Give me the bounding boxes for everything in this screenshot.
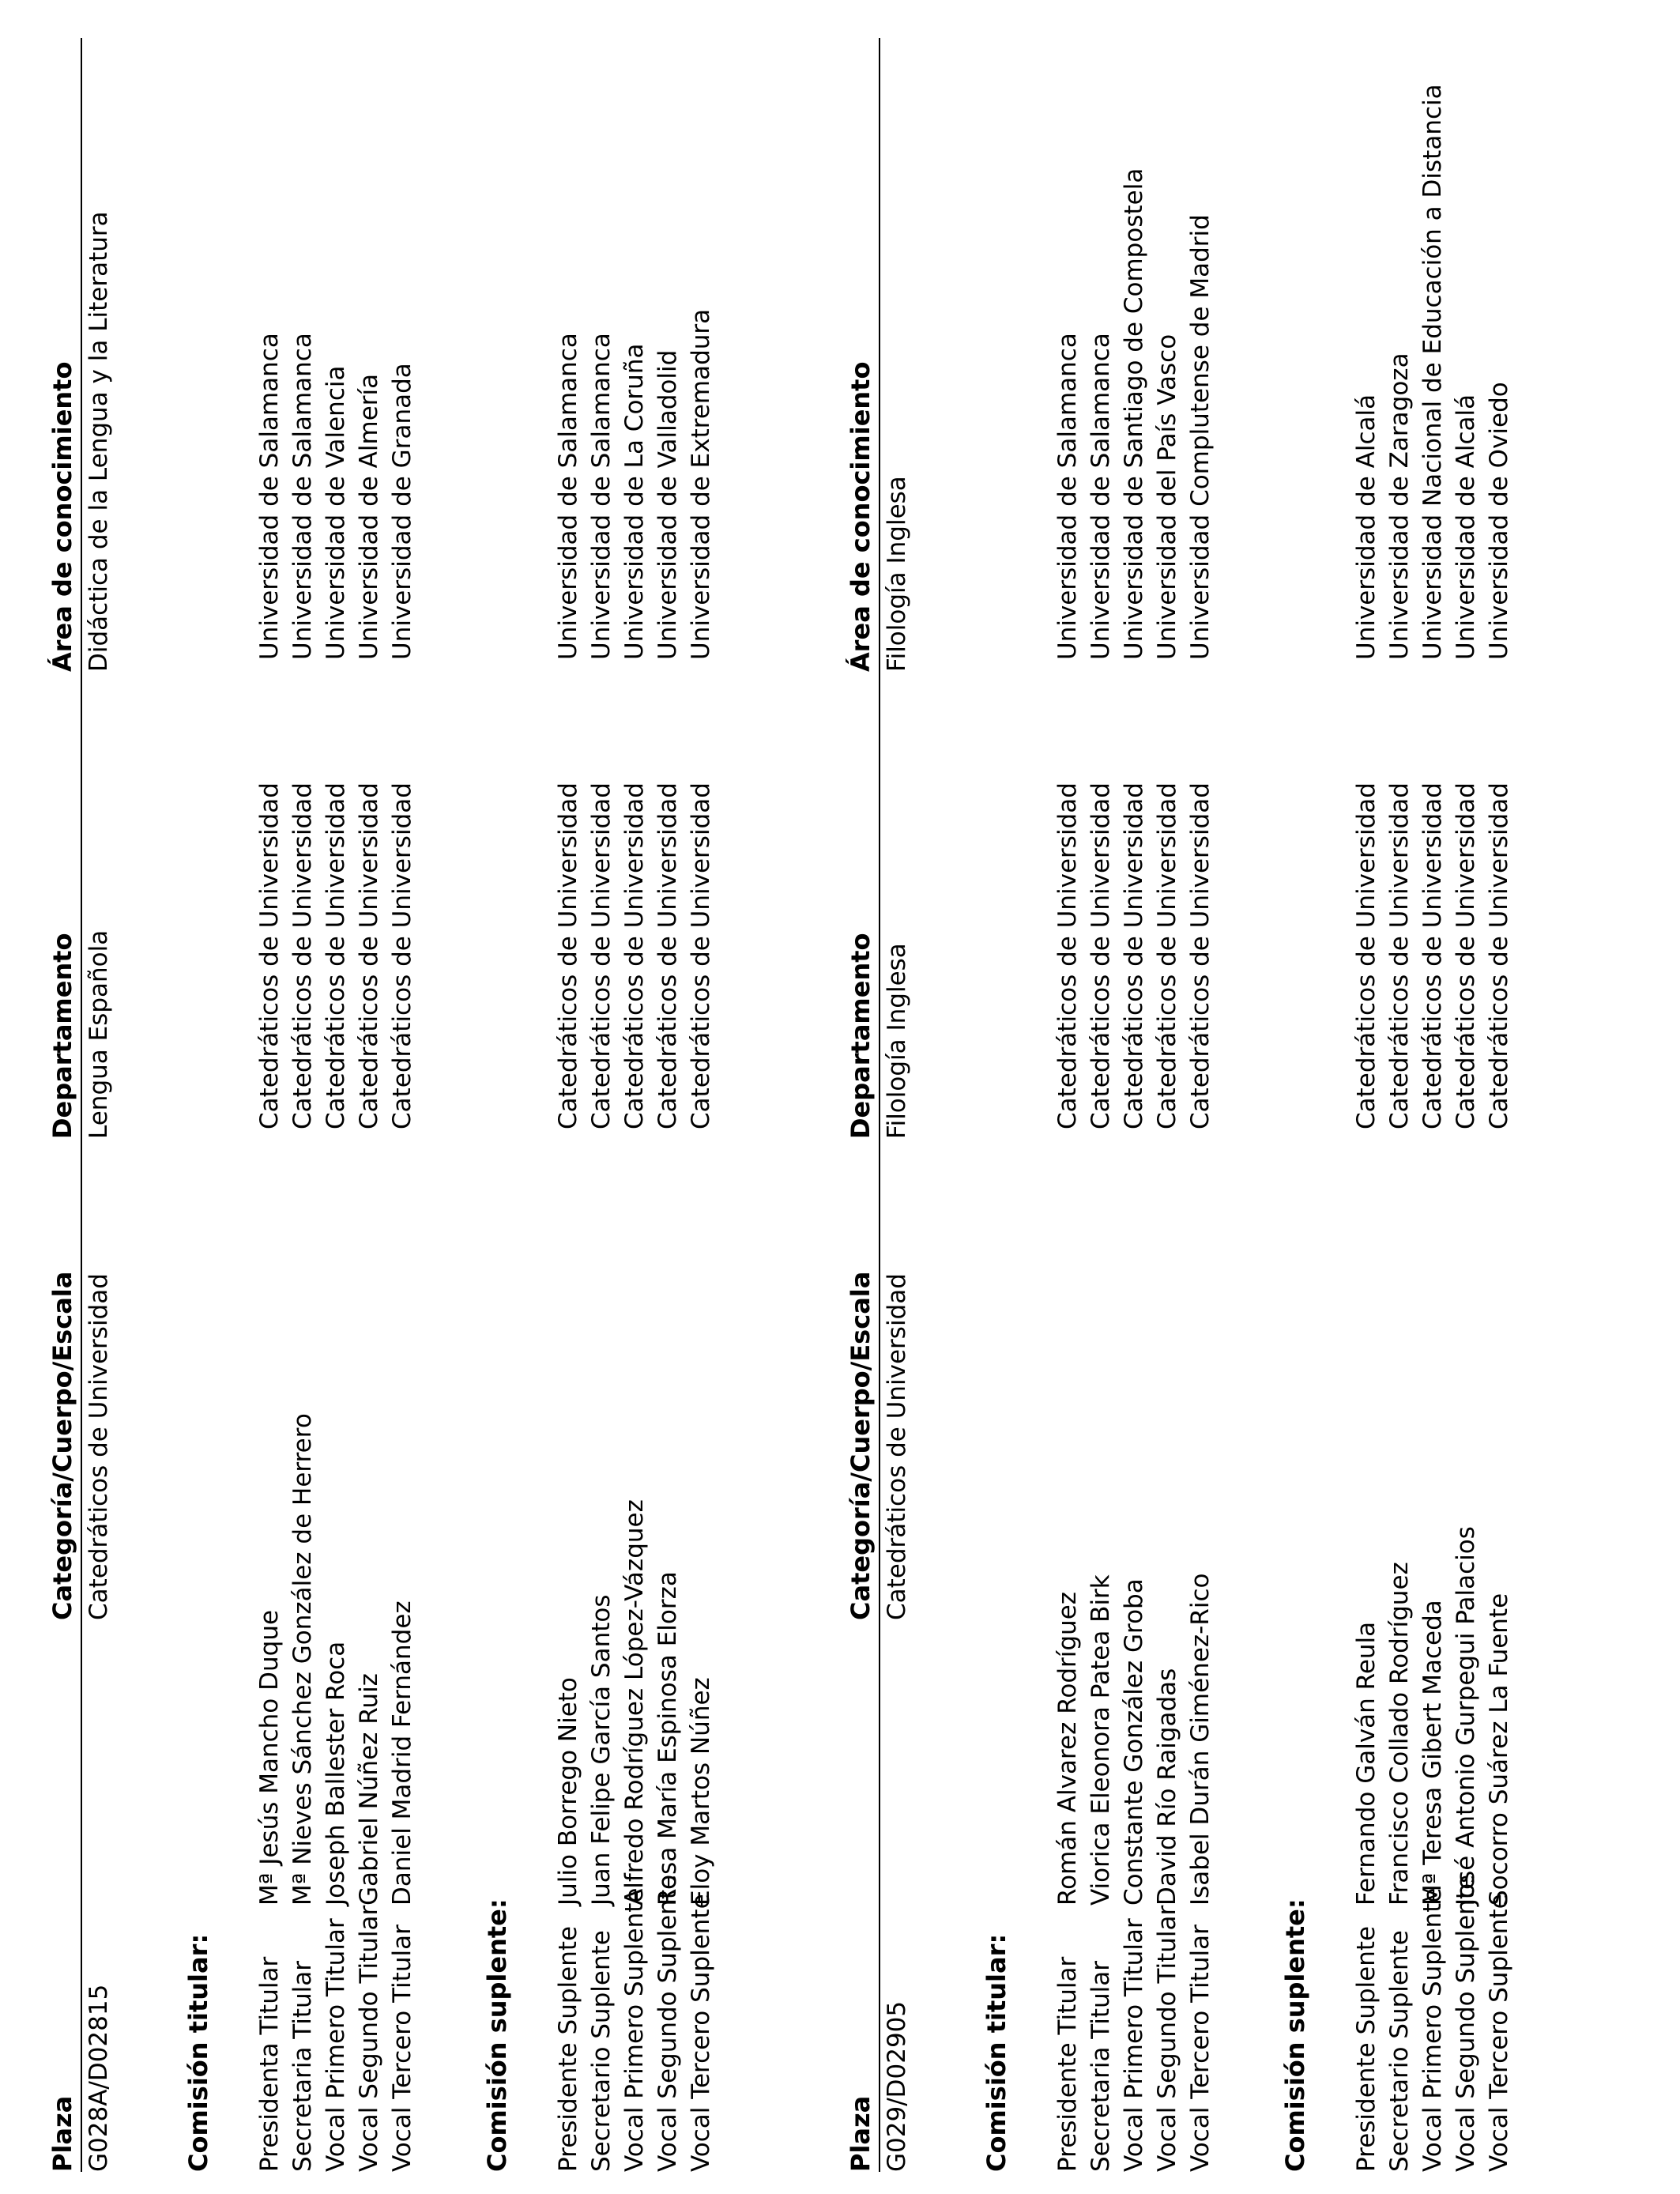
member-name: Viorica Eleonora Patea Birk [1087,1574,1115,1906]
member-name: Rosa María Espinosa Elorza [654,1571,682,1906]
member-role: Vocal Segundo Suplente [654,1874,682,2172]
member-university: Universidad de Salamanca [288,333,317,660]
member-role: Secretario Suplente [1385,1930,1414,2172]
member-university: Universidad Complutense de Madrid [1186,214,1215,660]
header-area: Área de conocimiento [47,361,77,672]
member-university: Universidad de Valencia [322,365,350,660]
member-category: Catedráticos de Universidad [1418,782,1447,1129]
plaza-code: G028A/D02815 [85,1984,113,2172]
member-name: Constante González Groba [1120,1578,1148,1906]
member-university: Universidad del País Vasco [1153,334,1181,660]
member-category: Catedráticos de Universidad [322,782,350,1129]
member-role: Presidente Titular [1053,1956,1082,2172]
member-role: Vocal Primero Titular [322,1918,350,2172]
member-category: Catedráticos de Universidad [1452,782,1480,1129]
member-role: Vocal Segundo Suplente [1452,1874,1480,2172]
member-category: Catedráticos de Universidad [1352,782,1381,1129]
member-name: Alfredo Rodríguez López-Vázquez [620,1499,649,1906]
header-area: Área de conocimiento [846,361,876,672]
section-title-titular: Comisión titular: [981,1933,1011,2172]
member-role: Vocal Tercero Titular [1186,1924,1215,2172]
member-name: Joseph Ballester Roca [322,1641,350,1906]
member-category: Catedráticos de Universidad [288,782,317,1129]
member-university: Universidad de Valladolid [654,349,682,660]
section-title-titular: Comisión titular: [183,1933,213,2172]
member-category: Catedráticos de Universidad [388,782,416,1129]
member-category: Catedráticos de Universidad [1385,782,1414,1129]
member-role: Vocal Primero Titular [1120,1918,1148,2172]
header-plaza: Plaza [846,2095,876,2172]
member-university: Universidad de Zaragoza [1385,352,1414,660]
member-role: Vocal Tercero Suplente [1485,1894,1513,2172]
member-university: Universidad de Santiago de Compostela [1120,168,1148,660]
member-category: Catedráticos de Universidad [1186,782,1215,1129]
member-name: Daniel Madrid Fernández [388,1600,416,1906]
member-name: José Antonio Gurpegui Palacios [1452,1526,1480,1906]
member-role: Vocal Primero Suplente [1418,1887,1447,2172]
member-name: Francisco Collado Rodríguez [1385,1562,1414,1906]
member-role: Vocal Tercero Suplente [687,1894,715,2172]
member-name: Eloy Martos Núñez [687,1677,715,1906]
member-role: Vocal Tercero Titular [388,1924,416,2172]
header-departamento: Departamento [846,933,876,1139]
member-role: Vocal Primero Suplente [620,1887,649,2172]
member-role: Secretario Suplente [587,1930,616,2172]
plaza-categoria: Catedráticos de Universidad [883,1273,911,1620]
member-category: Catedráticos de Universidad [654,782,682,1129]
header-rule [879,38,880,2172]
section-title-suplente: Comisión suplente: [1280,1898,1310,2172]
header-plaza: Plaza [47,2095,77,2172]
member-name: Mª Nieves Sánchez González de Herrero [288,1413,317,1906]
member-university: Universidad de Salamanca [1087,333,1115,660]
member-role: Secretaria Titular [288,1960,317,2172]
member-role: Presidente Suplente [1352,1925,1381,2172]
member-name: Fernando Galván Reula [1352,1621,1381,1906]
member-category: Catedráticos de Universidad [255,782,284,1129]
plaza-code: G029/D02905 [883,2000,911,2172]
member-category: Catedráticos de Universidad [355,782,383,1129]
plaza-area: Didáctica de la Lengua y la Literatura [85,211,113,672]
plaza-departamento: Lengua Española [85,929,113,1139]
plaza-departamento: Filología Inglesa [883,943,911,1139]
member-name: Román Alvarez Rodríguez [1053,1591,1082,1906]
member-category: Catedráticos de Universidad [1120,782,1148,1129]
member-university: Universidad de Salamanca [587,333,616,660]
header-rule [81,38,82,2172]
plaza-block-2 [814,0,1652,2194]
member-university: Universidad Nacional de Educación a Distancia [1418,84,1447,660]
member-university: Universidad de Extremadura [687,308,715,660]
member-name: David Río Raigadas [1153,1668,1181,1906]
member-name: Isabel Durán Giménez-Rico [1186,1573,1215,1906]
member-role: Vocal Segundo Titular [1153,1905,1181,2172]
member-university: Universidad de Salamanca [255,333,284,660]
member-name: Juan Felipe García Santos [587,1594,616,1906]
member-university: Universidad de Oviedo [1485,382,1513,660]
member-role: Secretaria Titular [1087,1960,1115,2172]
member-name: Mª Teresa Gibert Maceda [1418,1600,1447,1906]
member-university: Universidad de Salamanca [554,333,582,660]
member-name: Mª Jesús Mancho Duque [255,1609,284,1906]
member-university: Universidad de Alcalá [1352,394,1381,660]
member-university: Universidad de Almería [355,373,383,660]
plaza-area: Filología Inglesa [883,476,911,672]
member-name: Socorro Suárez La Fuente [1485,1593,1513,1906]
member-category: Catedráticos de Universidad [620,782,649,1129]
member-role: Presidenta Titular [255,1956,284,2172]
member-category: Catedráticos de Universidad [1153,782,1181,1129]
member-university: Universidad de Salamanca [1053,333,1082,660]
member-role: Presidente Suplente [554,1925,582,2172]
plaza-categoria: Catedráticos de Universidad [85,1273,113,1620]
member-category: Catedráticos de Universidad [587,782,616,1129]
header-categoria: Categoría/Cuerpo/Escala [846,1271,876,1620]
member-name: Julio Borrego Nieto [554,1677,582,1906]
member-role: Vocal Segundo Titular [355,1905,383,2172]
member-university: Universidad de La Coruña [620,343,649,660]
member-name: Gabriel Núñez Ruiz [355,1673,383,1906]
member-university: Universidad de Granada [388,363,416,660]
member-category: Catedráticos de Universidad [554,782,582,1129]
header-categoria: Categoría/Cuerpo/Escala [47,1271,77,1620]
member-category: Catedráticos de Universidad [1053,782,1082,1129]
member-category: Catedráticos de Universidad [1087,782,1115,1129]
member-category: Catedráticos de Universidad [687,782,715,1129]
section-title-suplente: Comisión suplente: [482,1898,512,2172]
header-departamento: Departamento [47,933,77,1139]
member-university: Universidad de Alcalá [1452,394,1480,660]
member-category: Catedráticos de Universidad [1485,782,1513,1129]
plaza-block-1 [16,0,853,2194]
